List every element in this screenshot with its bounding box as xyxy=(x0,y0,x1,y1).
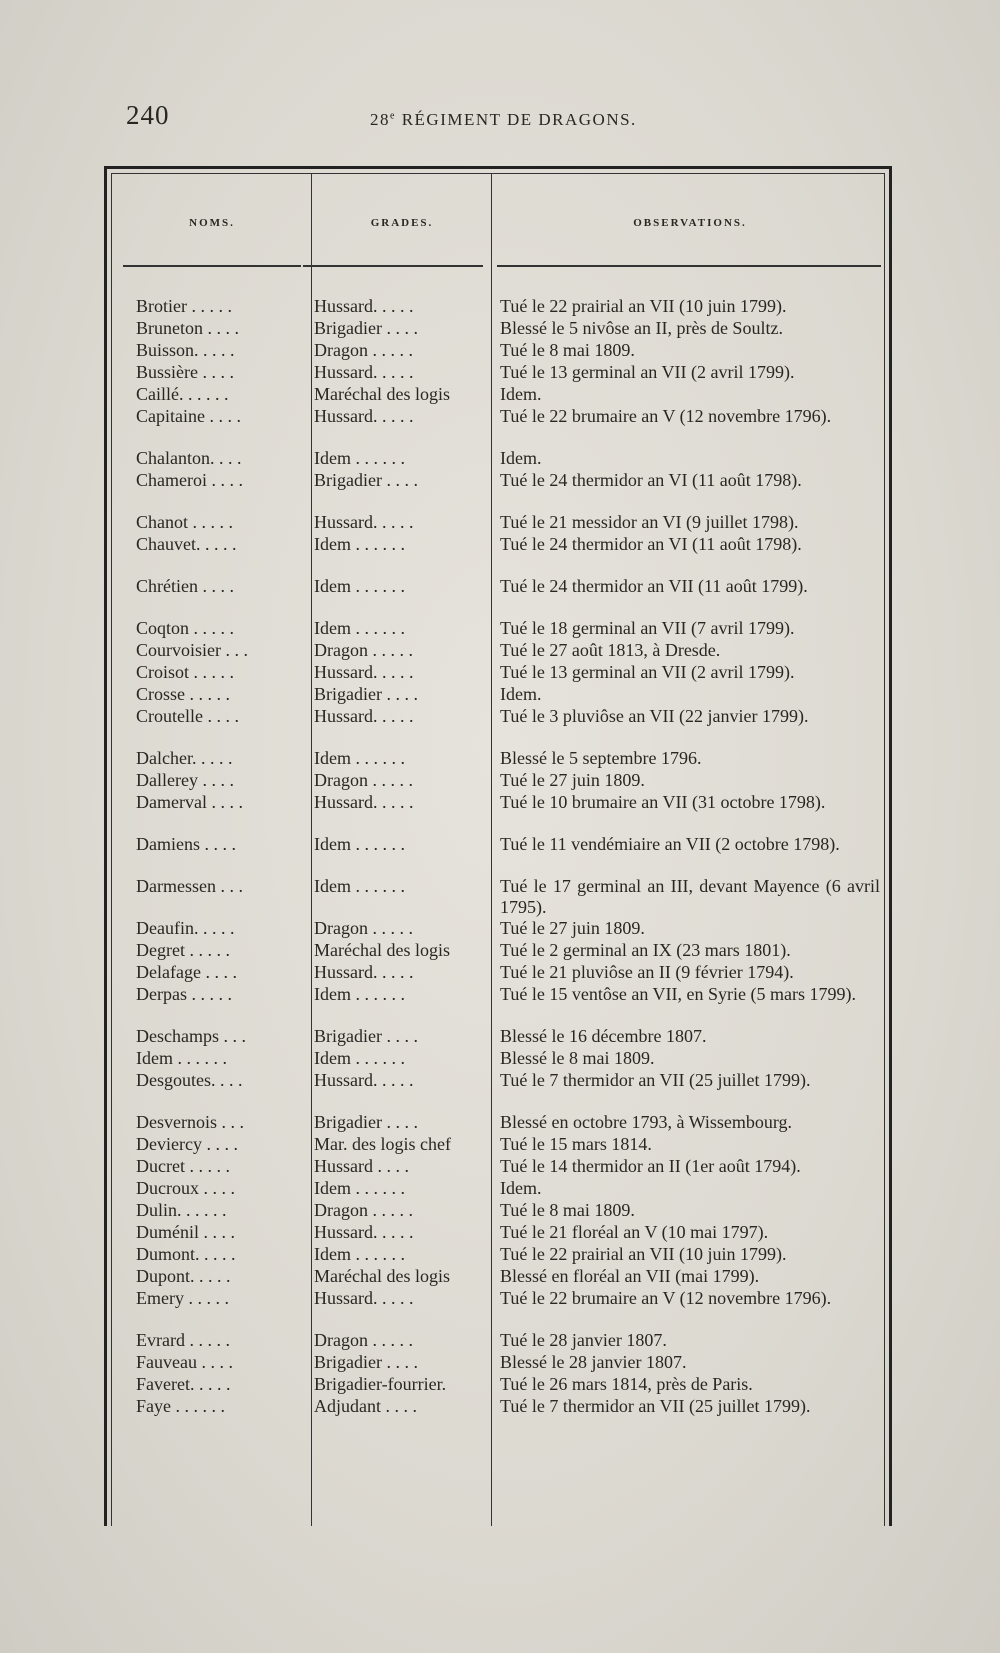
entry-observation: Blessé le 8 mai 1809. xyxy=(500,1048,655,1068)
column-header-grades: GRADES. xyxy=(370,217,434,229)
entry-name: Idem . . . . . . xyxy=(136,1048,227,1068)
entry-grade: Hussard. . . . . xyxy=(314,1222,414,1242)
entry-name: Degret . . . . . xyxy=(136,940,230,960)
entry-observation: Tué le 22 brumaire an V (12 novembre 1796). xyxy=(500,406,832,426)
entry-grade: Idem . . . . . . xyxy=(314,876,405,896)
entry-name: Ducret . . . . . xyxy=(136,1156,230,1176)
entry-name: Desgoutes. . . . xyxy=(136,1070,243,1090)
entry-observation: Tué le 24 thermidor an VII (11 août 1799). xyxy=(500,576,808,596)
entry-grade: Hussard. . . . . xyxy=(314,662,414,682)
entry-grade: Maréchal des logis xyxy=(314,384,450,404)
entry-grade: Brigadier . . . . xyxy=(314,1112,418,1132)
entry-observation: Tué le 7 thermidor an VII (25 juillet 1799). xyxy=(500,1070,811,1090)
entry-grade: Hussard. . . . . xyxy=(314,792,414,812)
frame-inner-right-rule xyxy=(884,173,885,1526)
entry-name: Deviercy . . . . xyxy=(136,1134,238,1154)
entry-grade: Idem . . . . . . xyxy=(314,534,405,554)
entry-name: Faye . . . . . . xyxy=(136,1396,225,1416)
header-rule-observations xyxy=(497,265,881,267)
entry-observation: Tué le 18 germinal an VII (7 avril 1799). xyxy=(500,618,795,638)
entry-grade: Hussard. . . . . xyxy=(314,512,414,532)
entry-observation: Idem. xyxy=(500,1178,542,1198)
entry-observation: Tué le 14 thermidor an II (1er août 1794). xyxy=(500,1156,801,1176)
entry-grade: Idem . . . . . . xyxy=(314,618,405,638)
entry-name: Evrard . . . . . xyxy=(136,1330,230,1350)
entry-name: Darmessen . . . xyxy=(136,876,243,896)
entry-observation: Blessé le 28 janvier 1807. xyxy=(500,1352,687,1372)
entry-observation: Idem. xyxy=(500,684,542,704)
entry-grade: Dragon . . . . . xyxy=(314,1330,413,1350)
entry-observation: Blessé en octobre 1793, à Wissembourg. xyxy=(500,1112,793,1132)
entry-name: Caillé. . . . . . xyxy=(136,384,229,404)
entry-observation: Tué le 3 pluviôse an VII (22 janvier 1799). xyxy=(500,706,809,726)
entry-name: Buisson. . . . . xyxy=(136,340,235,360)
header-rule-grades xyxy=(303,265,483,267)
entry-grade: Brigadier-fourrier. xyxy=(314,1374,447,1394)
frame-inner-top-rule xyxy=(111,173,885,174)
entry-name: Emery . . . . . xyxy=(136,1288,229,1308)
entry-observation: Tué le 15 mars 1814. xyxy=(500,1134,652,1154)
entry-observation: Idem. xyxy=(500,384,542,404)
entry-name: Dallerey . . . . xyxy=(136,770,234,790)
entry-observation: Tué le 28 janvier 1807. xyxy=(500,1330,667,1350)
running-head-ordinal: 28 xyxy=(370,110,390,129)
running-head-ordinal-suffix: e xyxy=(390,110,396,122)
entry-observation: Tué le 7 thermidor an VII (25 juillet 1799). xyxy=(500,1396,811,1416)
entry-observation: Blessé le 16 décembre 1807. xyxy=(500,1026,707,1046)
entry-grade: Mar. des logis chef xyxy=(314,1134,451,1154)
entry-observation: Tué le 24 thermidor an VI (11 août 1798). xyxy=(500,534,802,554)
entry-grade: Brigadier . . . . xyxy=(314,1026,418,1046)
entry-observation: Tué le 22 brumaire an V (12 novembre 1796). xyxy=(500,1288,832,1308)
entry-grade: Dragon . . . . . xyxy=(314,640,413,660)
entry-grade: Brigadier . . . . xyxy=(314,470,418,490)
entry-name: Bruneton . . . . xyxy=(136,318,239,338)
entry-name: Bussière . . . . xyxy=(136,362,234,382)
entry-grade: Brigadier . . . . xyxy=(314,684,418,704)
entry-name: Deaufin. . . . . xyxy=(136,918,235,938)
entry-grade: Hussard. . . . . xyxy=(314,962,414,982)
entry-name: Deschamps . . . xyxy=(136,1026,246,1046)
entry-observation: Blessé le 5 septembre 1796. xyxy=(500,748,702,768)
entry-observation: Tué le 27 juin 1809. xyxy=(500,770,645,790)
entry-observation: Blessé le 5 nivôse an II, près de Soultz. xyxy=(500,318,783,338)
entry-grade: Idem . . . . . . xyxy=(314,834,405,854)
entry-grade: Hussard . . . . xyxy=(314,1156,409,1176)
entry-name: Duménil . . . . xyxy=(136,1222,235,1242)
entry-grade: Hussard. . . . . xyxy=(314,406,414,426)
entry-observation: Tué le 2 germinal an IX (23 mars 1801). xyxy=(500,940,791,960)
entry-grade: Hussard. . . . . xyxy=(314,1070,414,1090)
entry-name: Fauveau . . . . xyxy=(136,1352,233,1372)
entry-name: Dupont. . . . . xyxy=(136,1266,231,1286)
entry-name: Chameroi . . . . xyxy=(136,470,243,490)
entry-observation: Tué le 24 thermidor an VI (11 août 1798). xyxy=(500,470,802,490)
entry-name: Desvernois . . . xyxy=(136,1112,244,1132)
entry-grade: Idem . . . . . . xyxy=(314,1048,405,1068)
entry-observation: Tué le 13 germinal an VII (2 avril 1799). xyxy=(500,362,795,382)
running-head-text: RÉGIMENT DE DRAGONS. xyxy=(395,110,637,129)
entry-name: Croutelle . . . . xyxy=(136,706,239,726)
entry-observation: Tué le 10 brumaire an VII (31 octobre 1798). xyxy=(500,792,826,812)
entry-name: Derpas . . . . . xyxy=(136,984,232,1004)
entry-grade: Hussard. . . . . xyxy=(314,1288,414,1308)
page-number: 240 xyxy=(126,100,170,130)
entry-grade: Dragon . . . . . xyxy=(314,918,413,938)
header-rule-names xyxy=(123,265,301,267)
entry-observation: Idem. xyxy=(500,448,542,468)
entry-grade: Hussard. . . . . xyxy=(314,362,414,382)
entry-grade: Dragon . . . . . xyxy=(314,770,413,790)
entry-observation: Tué le 8 mai 1809. xyxy=(500,340,635,360)
entry-observation: Tué le 15 ventôse an VII, en Syrie (5 mars 1799). xyxy=(500,984,856,1004)
entry-observation: Tué le 27 août 1813, à Dresde. xyxy=(500,640,721,660)
entry-grade: Idem . . . . . . xyxy=(314,448,405,468)
running-head xyxy=(370,110,637,130)
entry-observation: Tué le 13 germinal an VII (2 avril 1799). xyxy=(500,662,795,682)
entry-grade: Dragon . . . . . xyxy=(314,340,413,360)
entry-name: Croisot . . . . . xyxy=(136,662,235,682)
entry-name: Crosse . . . . . xyxy=(136,684,230,704)
entry-grade: Maréchal des logis xyxy=(314,1266,450,1286)
entry-name: Faveret. . . . . xyxy=(136,1374,231,1394)
entry-name: Chalanton. . . . xyxy=(136,448,242,468)
entry-observation: Tué le 21 pluviôse an II (9 février 1794). xyxy=(500,962,794,982)
entry-name: Brotier . . . . . xyxy=(136,296,232,316)
entry-grade: Hussard. . . . . xyxy=(314,706,414,726)
entry-observation: Blessé en floréal an VII (mai 1799). xyxy=(500,1266,760,1286)
entry-observation: Tué le 27 juin 1809. xyxy=(500,918,645,938)
entry-grade: Hussard. . . . . xyxy=(314,296,414,316)
entry-name: Damerval . . . . xyxy=(136,792,243,812)
entry-name: Chanot . . . . . xyxy=(136,512,233,532)
entry-grade: Adjudant . . . . xyxy=(314,1396,417,1416)
entry-grade: Idem . . . . . . xyxy=(314,1244,405,1264)
entry-grade: Dragon . . . . . xyxy=(314,1200,413,1220)
entry-name: Capitaine . . . . xyxy=(136,406,241,426)
entry-observation: Tué le 22 prairial an VII (10 juin 1799). xyxy=(500,296,787,316)
entry-observation: Tué le 8 mai 1809. xyxy=(500,1200,635,1220)
entry-grade: Brigadier . . . . xyxy=(314,318,418,338)
entry-observation: Tué le 21 floréal an V (10 mai 1797). xyxy=(500,1222,769,1242)
entry-observation: Tué le 26 mars 1814, près de Paris. xyxy=(500,1374,753,1394)
entry-observation: Tué le 22 prairial an VII (10 juin 1799). xyxy=(500,1244,787,1264)
entry-name: Ducroux . . . . xyxy=(136,1178,235,1198)
entry-name: Chrétien . . . . xyxy=(136,576,234,596)
entry-name: Dumont. . . . . xyxy=(136,1244,236,1264)
entry-name: Coqton . . . . . xyxy=(136,618,235,638)
frame-inner-left-rule xyxy=(111,173,112,1526)
entry-grade: Maréchal des logis xyxy=(314,940,450,960)
entry-name: Courvoisier . . . xyxy=(136,640,248,660)
entry-grade: Brigadier . . . . xyxy=(314,1352,418,1372)
entry-observation: Tué le 11 vendémiaire an VII (2 octobre 1798). xyxy=(500,834,840,854)
column-header-observations: OBSERVATIONS. xyxy=(633,217,747,229)
entry-grade: Idem . . . . . . xyxy=(314,1178,405,1198)
entry-name: Damiens . . . . xyxy=(136,834,236,854)
entry-grade: Idem . . . . . . xyxy=(314,984,405,1004)
entry-name: Dalcher. . . . . xyxy=(136,748,233,768)
entry-observation: Tué le 17 germinal an III, devant Mayence (6 avril 1795). xyxy=(500,876,880,917)
column-divider-names xyxy=(311,173,312,1526)
entry-name: Dulin. . . . . . xyxy=(136,1200,227,1220)
entry-grade: Idem . . . . . . xyxy=(314,576,405,596)
entry-observation: Tué le 21 messidor an VI (9 juillet 1798). xyxy=(500,512,799,532)
column-header-noms: NOMS. xyxy=(189,217,235,229)
entry-name: Chauvet. . . . . xyxy=(136,534,237,554)
entry-name: Delafage . . . . xyxy=(136,962,237,982)
entry-grade: Idem . . . . . . xyxy=(314,748,405,768)
